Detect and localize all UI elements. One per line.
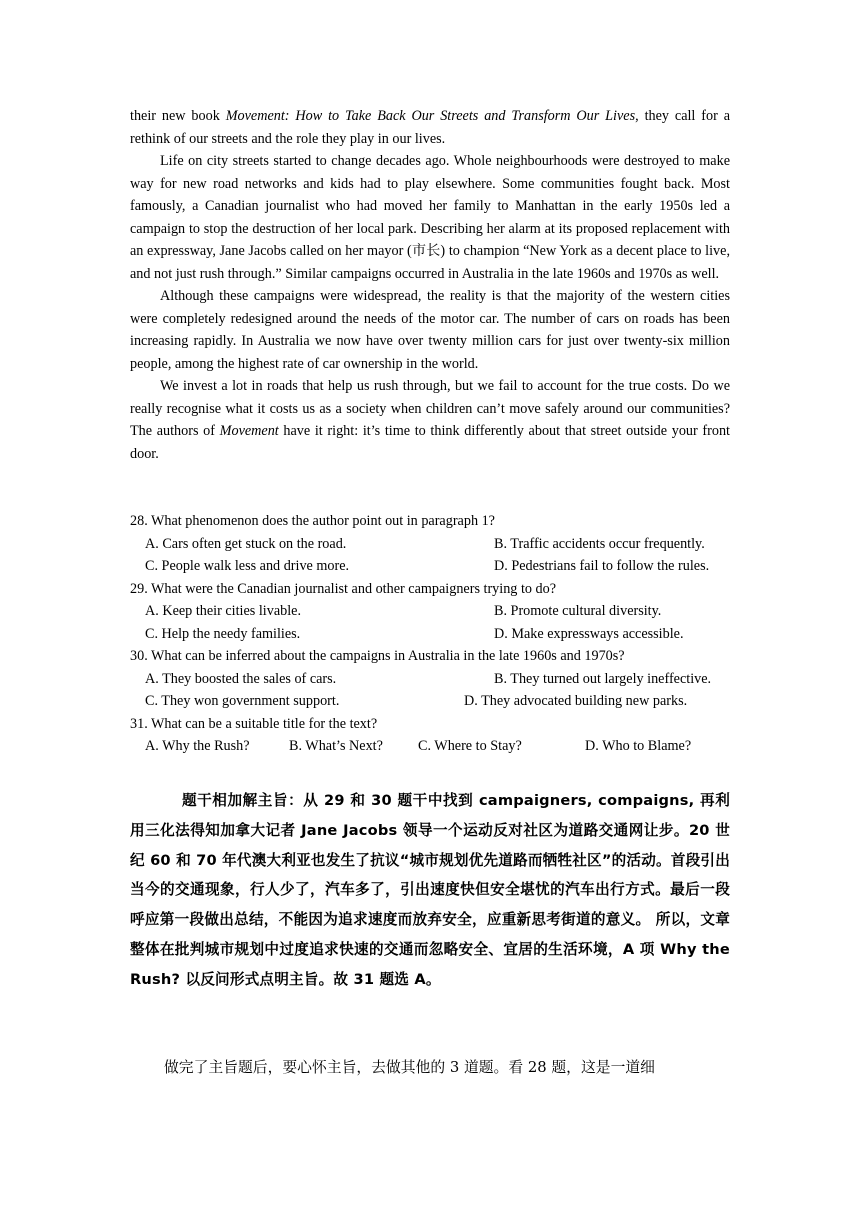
option-a: A. Why the Rush?: [145, 738, 250, 754]
passage-text: their new book: [130, 108, 226, 124]
continuation-paragraph: 做完了主旨题后，要心怀主旨，去做其他的 3 道题。看 28 题，这是一道细: [164, 1059, 655, 1076]
question-30-options-row-2: [130, 690, 730, 713]
explanation-paragraph: 题干相加解主旨：从 29 和 30 题干中找到 campaigners, compaigns, 再利用三化法得知加拿大记者 Jane Jacobs 领导一个运动反对社区为道路交通网让步。20 世纪 60 和 70 年代澳大利亚也发生了抗议“城市规划优先道路而牺牲社区”的活动。首段引出当今的交通现象，行人少了，汽车多了，引出速度快但安全堪忧的汽车出行方式。最后一段呼应第一段做出总结，不能因为追求速度而放弃安全，应重新思考街道的意义。 所以，文章整体在批判城市规划中过度追求快速的交通而忽略安全、宜居的生活环境，A 项 Why the Rush? 以反问形式点明主旨。故 31 题选 A。: [130, 792, 730, 988]
answer-explanation: [130, 786, 730, 995]
question-28-options-row-2: [130, 555, 730, 578]
option-c: C. Where to Stay?: [418, 738, 522, 754]
book-title: Movement: How to Take Back Our Streets and Transform Our Lives: [225, 108, 636, 124]
question-29-options-row-2: [130, 623, 730, 646]
question-29-options-row-1: [130, 600, 730, 623]
question-28-options-row-1: [130, 533, 730, 556]
option-b: B. Promote cultural diversity.: [494, 603, 662, 619]
question-section: [130, 510, 730, 758]
book-title: Movement: [219, 423, 279, 439]
passage-paragraph-3: [130, 375, 730, 465]
option-d: D. Make expressways accessible.: [494, 625, 684, 642]
option-b: B. What’s Next?: [289, 738, 383, 754]
question-29-stem: 29. What were the Canadian journalist and other campaigners trying to do?: [130, 580, 557, 597]
passage-paragraph-1: Life on city streets started to change decades ago. Whole neighbourhoods were destroyed to make way for new road networks and kids had to play elsewhere. Some communities fought back. Most famously, a Canadian journalist who had moved her family to Manhattan in the early 1950s led a campaign to stop the destruction of her local park. Describing her alarm at its proposed replacement with an expressway, Jane Jacobs called on her mayor (市长) to champion “New York as a decent place to live, and not just rush through.” Similar campaigns occurred in Australia in the late 1960s and 1970s as well.: [130, 153, 730, 282]
question-31-options-row: [130, 735, 730, 758]
passage-text: We invest a lot in roads that help us rush through, but we fail to account for the true costs. Do we really recognise what it costs us as a society when children can’t move safely around our communities? The authors of: [130, 378, 730, 439]
option-a: A. They boosted the sales of cars.: [145, 670, 337, 687]
option-c: C. They won government support.: [145, 693, 340, 709]
passage-paragraph-2: Although these campaigns were widespread, the reality is that the majority of the western cities were completely redesigned around the needs of the motor car. The number of cars on roads has been increasing rapidly. In Australia we now have over twenty million cars for just over twenty-six million people, among the highest rate of car ownership in the world.: [130, 288, 730, 372]
option-a: A. Cars often get stuck on the road.: [145, 535, 347, 552]
passage-text: , they call for a rethink of our streets and the role they play in our lives.: [130, 108, 731, 147]
reading-passage: [130, 105, 730, 465]
option-a: A. Keep their cities livable.: [145, 603, 302, 619]
option-d: D. Who to Blame?: [585, 738, 692, 754]
question-30-stem: 30. What can be inferred about the campaigns in Australia in the late 1960s and 1970s?: [130, 648, 625, 664]
passage-paragraph-0: [130, 105, 730, 150]
option-b: B. Traffic accidents occur frequently.: [494, 535, 705, 552]
passage-text: have it right: it’s time to think differently about that street outside your front door.: [130, 423, 730, 462]
option-d: D. They advocated building new parks.: [464, 693, 688, 709]
continuation-text: [130, 1056, 730, 1080]
option-b: B. They turned out largely ineffective.: [494, 670, 712, 687]
question-28-stem: 28. What phenomenon does the author point out in paragraph 1?: [130, 513, 495, 529]
option-c: C. People walk less and drive more.: [145, 558, 350, 574]
option-c: C. Help the needy families.: [145, 625, 301, 642]
option-d: D. Pedestrians fail to follow the rules.: [494, 558, 710, 574]
question-31-stem: 31. What can be a suitable title for the text?: [130, 715, 378, 732]
question-30-options-row-1: [130, 668, 730, 691]
